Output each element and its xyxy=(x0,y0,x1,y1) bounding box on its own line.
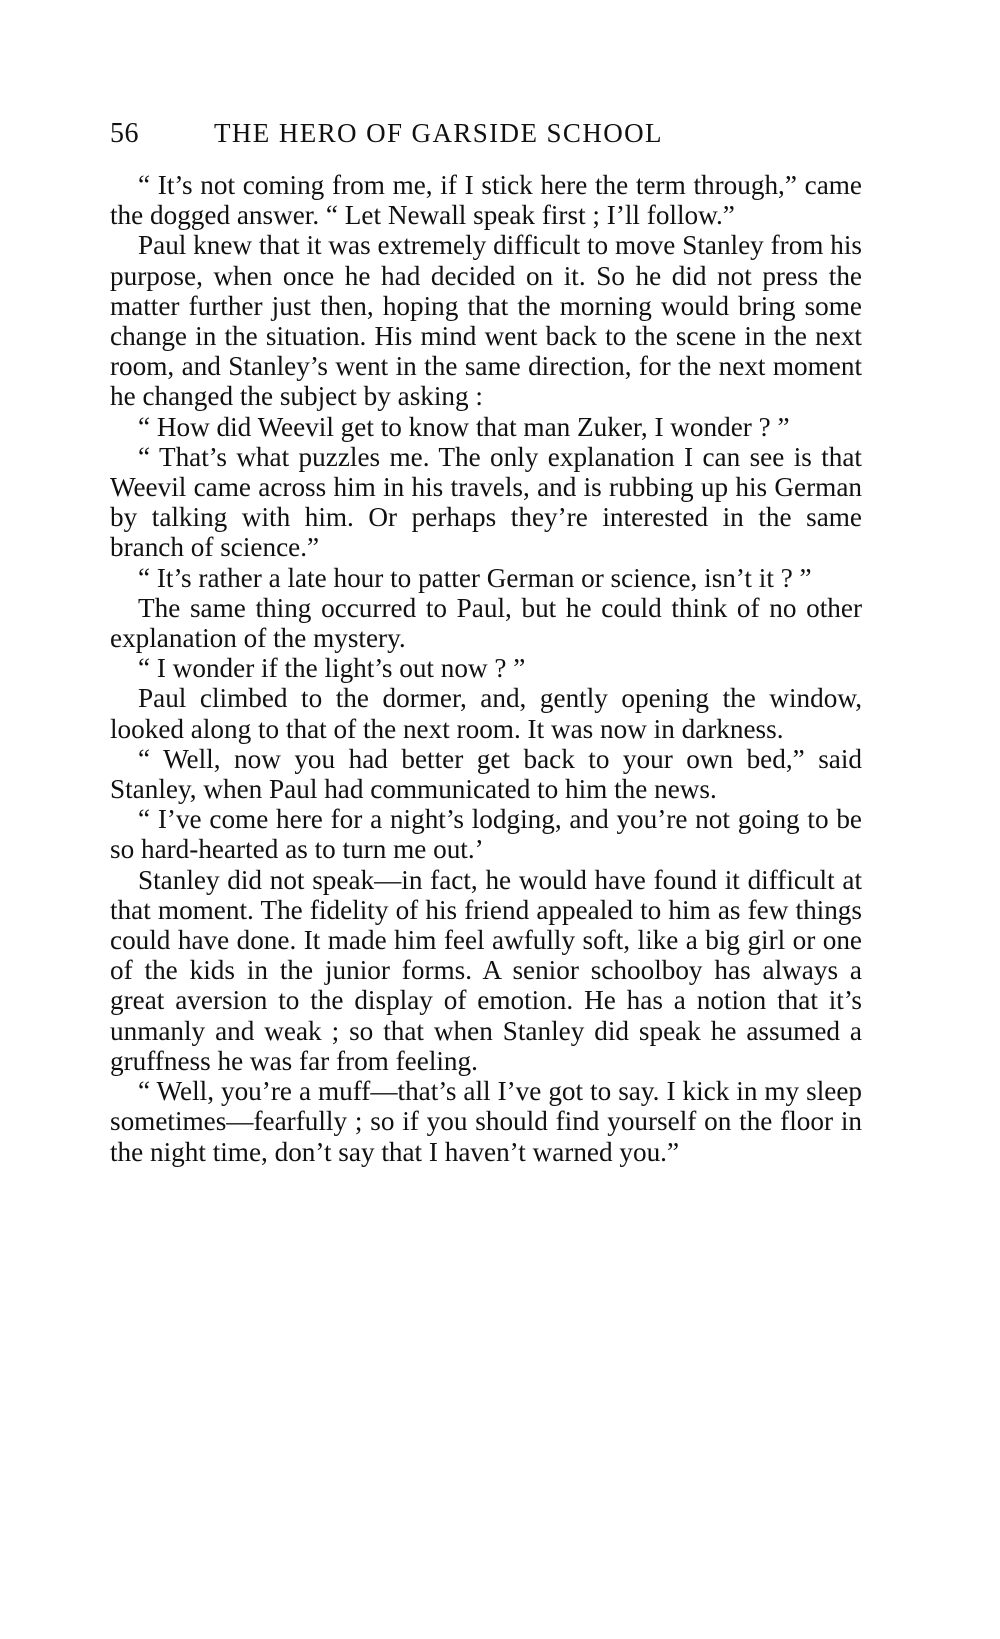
paragraph: Paul knew that it was extremely difficult to move Stanley from his purpose, when once he had decided on it. So he did not press the matter further just then, hoping that the morning would bring some change in the situation. His mind went back to the scene in the next room, and Stanley’s went in the same direction, for the next moment he changed the subject by asking : xyxy=(110,230,862,412)
paragraph: “ Well, you’re a muff—that’s all I’ve got to say. I kick in my sleep sometimes—fearfully ; so if you should find yourself on the floor in the night time, don’t say that I haven’t warned you.” xyxy=(110,1076,862,1167)
paragraph: “ How did Weevil get to know that man Zuker, I wonder ? ” xyxy=(138,411,790,442)
page-number: 56 xyxy=(110,118,139,149)
paragraph: “ That’s what puzzles me. The only explanation I can see is that Weevil came across him in his travels, and is rubbing up his German by talking with him. Or perhaps they’re interested in the same branch of science.” xyxy=(110,441,862,563)
paragraph: “ Well, now you had better get back to your own bed,” said Stanley, when Paul had communicated to him the news. xyxy=(110,743,862,805)
paragraph: “ I wonder if the light’s out now ? ” xyxy=(138,653,526,684)
book-page xyxy=(110,118,862,1167)
body-text xyxy=(110,170,862,1167)
paragraph: The same thing occurred to Paul, but he could think of no other explanation of the mystery. xyxy=(110,592,862,654)
paragraph: “ It’s not coming from me, if I stick here the term through,” came the dogged answer. “ Let Newall speak first ; I’ll follow.” xyxy=(110,170,862,231)
book-title: THE HERO OF GARSIDE SCHOOL xyxy=(214,118,663,148)
paragraph: Stanley did not speak—in fact, he would have found it difficult at that moment. The fidelity of his friend appealed to him as few things could have done. It made him feel awfully soft, like a big girl or one of the kids in the junior forms. A senior schoolboy has always a great aversion to the display of emotion. He has a notion that it’s unmanly and weak ; so that when Stanley did speak he assumed a gruffness he was far from feeling. xyxy=(110,864,862,1076)
running-head xyxy=(110,118,862,170)
paragraph: “ It’s rather a late hour to patter German or science, isn’t it ? ” xyxy=(138,562,812,593)
paragraph: Paul climbed to the dormer, and, gently opening the window, looked along to that of the next room. It was now in darkness. xyxy=(110,683,862,744)
paragraph: “ I’ve come here for a night’s lodging, and you’re not going to be so hard-hearted as to turn me out.’ xyxy=(110,804,862,865)
